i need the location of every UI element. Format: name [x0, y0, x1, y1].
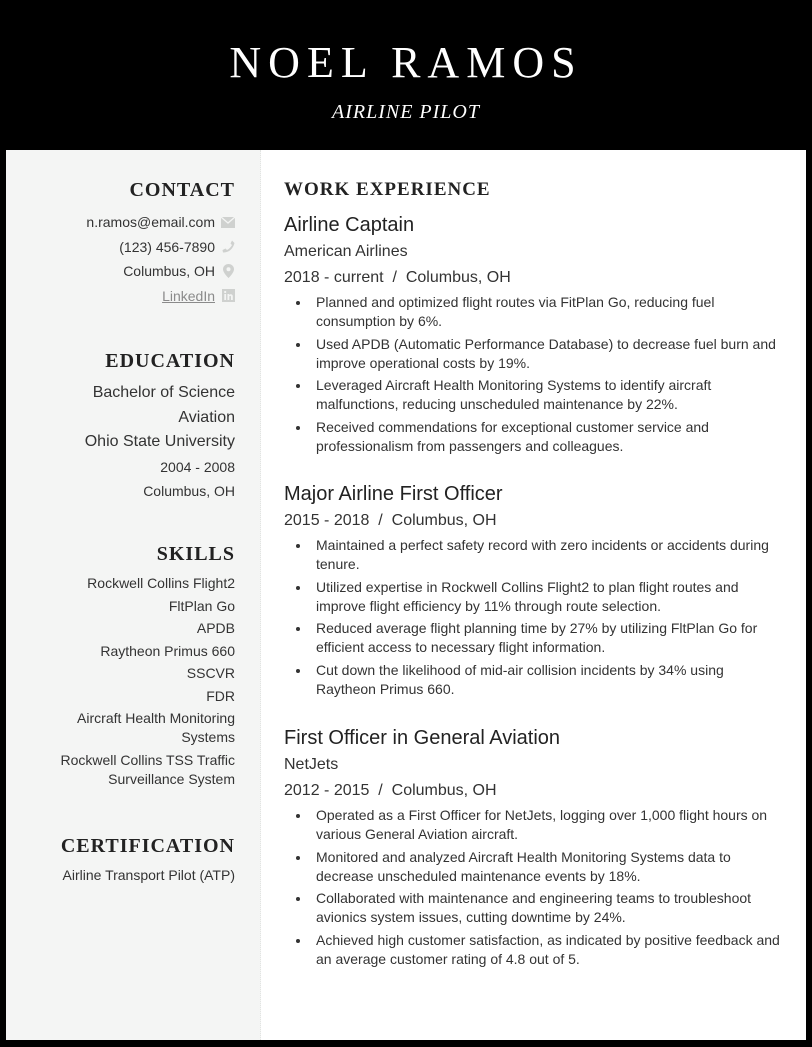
- skills-heading: SKILLS: [156, 543, 235, 565]
- skill-item: APDB: [196, 620, 235, 636]
- skill-item: Raytheon Primus 660: [100, 642, 235, 659]
- education-section: [15, 349, 235, 504]
- job-bullet: Cut down the likelihood of mid-air collision incidents by 34% using Raytheon Primus 660.: [284, 661, 784, 699]
- contact-linkedin[interactable]: [15, 284, 235, 309]
- skill-item: Rockwell Collins TSS Traffic Surveillance System: [60, 751, 235, 787]
- skill-item: FltPlan Go: [168, 597, 235, 614]
- job-title: First Officer in General Aviation: [284, 727, 561, 749]
- certification-item: Airline Transport Pilot (ATP): [62, 867, 235, 883]
- job-bullet: Planned and optimized flight routes via FitPlan Go, reducing fuel consumption by 6%.: [284, 293, 784, 331]
- contact-phone: [15, 235, 235, 260]
- sidebar: [6, 150, 261, 1040]
- skill-item: FDR: [206, 687, 235, 704]
- job-bullet: Achieved high customer satisfaction, as indicated by positive feedback and an average customer rating of 4.8 out of 5.: [284, 931, 784, 969]
- education-heading: EDUCATION: [105, 350, 235, 372]
- education-school: Ohio State University: [84, 433, 235, 450]
- phone-icon: [221, 240, 235, 254]
- skill-item: Rockwell Collins Flight2: [87, 575, 235, 591]
- education-years: 2004 - 2008: [160, 458, 235, 475]
- job-bullet: Monitored and analyzed Aircraft Health Monitoring Systems data to decrease unscheduled maintenance events by 18%.: [284, 848, 784, 886]
- contact-location: [15, 259, 235, 284]
- job-bullet: Leveraged Aircraft Health Monitoring Systems to identify aircraft malfunctions, reducing unscheduled maintenance by 22%.: [284, 376, 784, 414]
- education-location: Columbus, OH: [143, 483, 235, 499]
- job-bullets: [284, 293, 784, 456]
- education-field: Aviation: [178, 408, 235, 426]
- job-bullet: Operated as a First Officer for NetJets, logging over 1,000 flight hours on various General Aviation aircraft.: [284, 806, 784, 844]
- contact-heading: CONTACT: [129, 179, 235, 201]
- contact-email: [15, 210, 235, 235]
- linkedin-icon: [221, 289, 235, 303]
- job-bullet: Maintained a perfect safety record with zero incidents or accidents during tenure.: [284, 536, 784, 574]
- envelope-icon: [221, 215, 235, 229]
- candidate-title: AIRLINE PILOT: [332, 101, 480, 123]
- job-company: American Airlines: [284, 243, 408, 260]
- job-bullet: Collaborated with maintenance and engineering teams to troubleshoot avionics system issues, cutting downtime by 24%.: [284, 889, 784, 927]
- candidate-name: NOEL RAMOS: [229, 38, 583, 87]
- job-title: Major Airline First Officer: [284, 483, 503, 505]
- job-bullet: Received commendations for exceptional customer service and professionalism from passengers and colleagues.: [284, 418, 784, 456]
- job-bullets: [284, 536, 784, 699]
- skills-section: [15, 542, 235, 792]
- location-text: Columbus, OH: [123, 263, 215, 279]
- job-dates-location: 2015 - 2018 / Columbus, OH: [284, 512, 497, 529]
- skill-item: Aircraft Health Monitoring Systems: [77, 710, 235, 745]
- job-entry: [284, 480, 784, 702]
- phone-text: (123) 456-7890: [119, 238, 215, 255]
- linkedin-link[interactable]: LinkedIn: [162, 287, 215, 304]
- skill-item: SSCVR: [186, 665, 235, 681]
- certification-heading: CERTIFICATION: [60, 835, 235, 857]
- education-degree: Bachelor of Science: [92, 384, 235, 401]
- job-title: Airline Captain: [284, 214, 415, 236]
- job-company: NetJets: [284, 756, 339, 773]
- job-bullets: [284, 806, 784, 969]
- job-entry: [284, 211, 784, 459]
- resume-header: [0, 0, 812, 150]
- job-bullet: Reduced average flight planning time by 27% by utilizing FltPlan Go for efficient access to necessary flight information.: [284, 619, 784, 657]
- certification-section: [15, 834, 235, 889]
- resume-body: [6, 150, 806, 1040]
- work-experience-heading: WORK EXPERIENCE: [284, 179, 491, 200]
- job-bullet: Utilized expertise in Rockwell Collins Flight2 to plan flight routes and improve flight efficiency by 11% through route selection.: [284, 578, 784, 616]
- job-bullet: Used APDB (Automatic Performance Database) to decrease fuel burn and improve operational costs by 19%.: [284, 335, 784, 373]
- job-dates-location: 2012 - 2015 / Columbus, OH: [284, 782, 497, 799]
- job-dates-location: 2018 - current / Columbus, OH: [284, 269, 511, 286]
- email-text: n.ramos@email.com: [86, 214, 215, 230]
- map-pin-icon: [221, 264, 235, 278]
- contact-section: [15, 178, 235, 308]
- job-entry: [284, 724, 784, 972]
